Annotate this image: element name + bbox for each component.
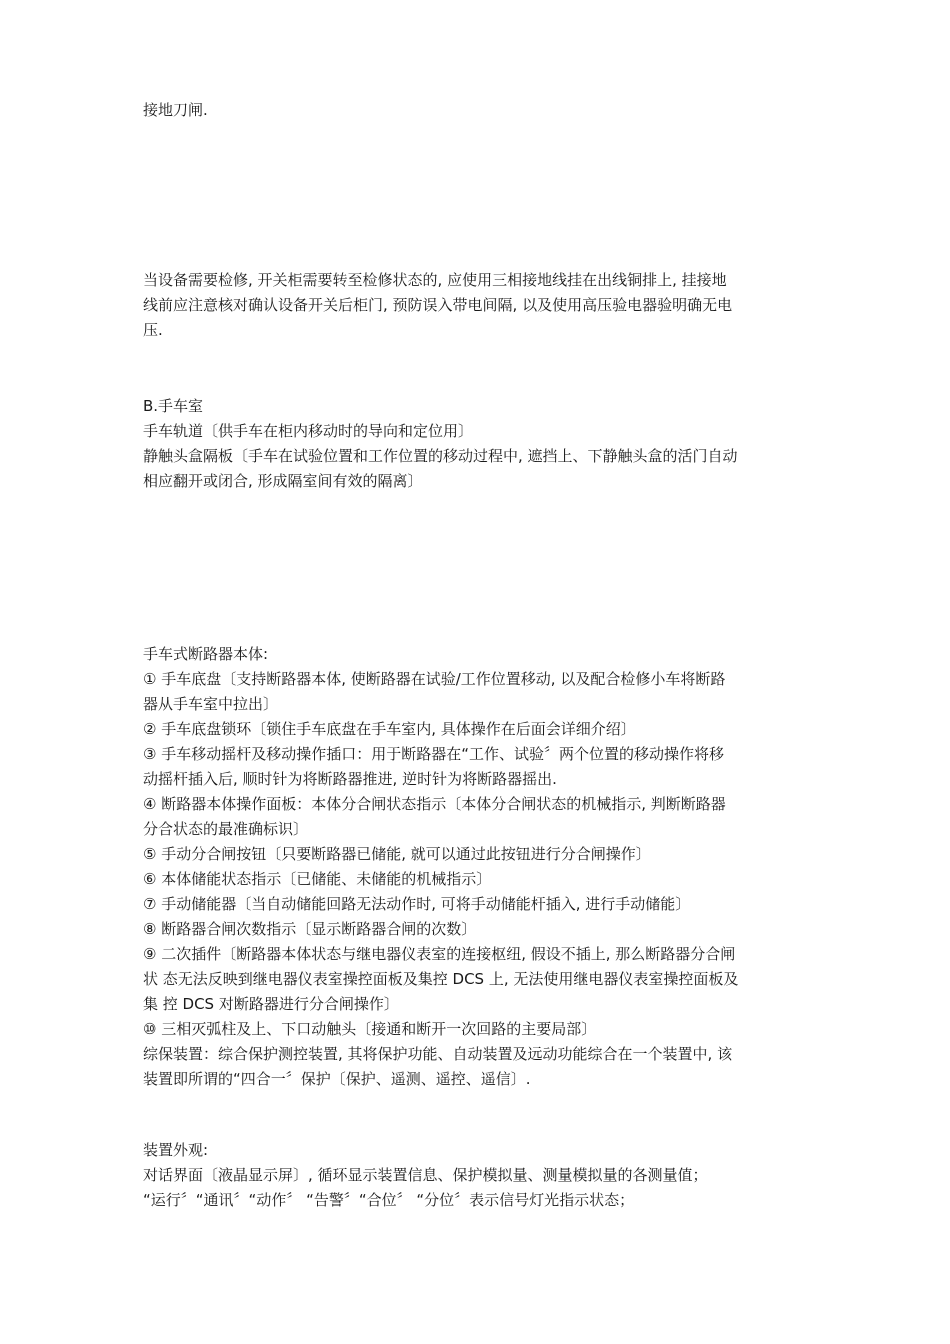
text-line: 装置即所谓的“四合一〞保护〔保护、遥测、遥控、遥信〕.	[143, 1070, 531, 1088]
section-device-appearance	[143, 1138, 823, 1213]
list-item: ① 手车底盘〔支持断路器本体, 使断路器在试验/工作位置移动, 以及配合检修小车将断路	[143, 670, 726, 688]
paragraph-maintenance	[143, 268, 823, 343]
section-heading: B.手车室	[143, 397, 204, 415]
text-line: 状 态无法反映到继电器仪表室操控面板及集控 DCS 上, 无法使用继电器仪表室操控面板及	[143, 970, 739, 988]
text-line: 线前应注意核对确认设备开关后柜门, 预防误入带电间隔, 以及使用高压验电器验明确无电	[143, 296, 733, 314]
text-line: 接地刀闸.	[143, 101, 208, 119]
section-heading: 装置外观:	[143, 1141, 209, 1159]
section-trolley-room	[143, 394, 823, 494]
list-item: ⑩ 三相灭弧柱及上、下口动触头〔接通和断开一次回路的主要局部〕	[143, 1020, 597, 1038]
text-line: 相应翻开或闭合, 形成隔室间有效的隔离〕	[143, 472, 423, 490]
text-line: 当设备需要检修, 开关柜需要转至检修状态的, 应使用三相接地线挂在出线铜排上, 挂接地	[143, 271, 727, 289]
text-line: 压.	[143, 321, 163, 339]
text-line: 静触头盒隔板〔手车在试验位置和工作位置的移动过程中, 遮挡上、下静触头盒的活门自动	[143, 447, 738, 465]
section-breaker-body	[143, 642, 823, 1092]
list-item: ⑨ 二次插件〔断路器本体状态与继电器仪表室的连接枢纽, 假设不插上, 那么断路器分合闸	[143, 945, 736, 963]
list-item: ③ 手车移动摇杆及移动操作插口：用于断路器在“工作、试验〞两个位置的移动操作将移	[143, 745, 724, 763]
list-item: ⑧ 断路器合闸次数指示〔显示断路器合闸的次数〕	[143, 920, 477, 938]
text-line: 动摇杆插入后, 顺时针为将断路器推进, 逆时针为将断路器摇出.	[143, 770, 557, 788]
list-item: ⑤ 手动分合闸按钮〔只要断路器已储能, 就可以通过此按钮进行分合闸操作〕	[143, 845, 651, 863]
text-line: 器从手车室中拉出〕	[143, 695, 279, 713]
text-line: “运行〞“通讯〞“动作〞 “告警〞“合位〞 “分位〞表示信号灯光指示状态；	[143, 1191, 635, 1209]
section-heading: 手车式断路器本体:	[143, 645, 269, 663]
list-item: ② 手车底盘锁环〔锁住手车底盘在手车室内, 具体操作在后面会详细介绍〕	[143, 720, 636, 738]
text-line: 集 控 DCS 对断路器进行分合闸操作〕	[143, 995, 399, 1013]
text-line: 分合状态的最准确标识〕	[143, 820, 309, 838]
list-item: ⑥ 本体储能状态指示〔已储能、未储能的机械指示〕	[143, 870, 492, 888]
text-line: 手车轨道〔供手车在柜内移动时的导向和定位用〕	[143, 422, 474, 440]
paragraph-grounding-switch	[143, 98, 823, 123]
list-item: ⑦ 手动储能器〔当自动储能回路无法动作时, 可将手动储能杆插入, 进行手动储能〕	[143, 895, 691, 913]
text-line: 综保装置：综合保护测控装置, 其将保护功能、自动装置及远动功能综合在一个装置中, 该	[143, 1045, 733, 1063]
list-item: ④ 断路器本体操作面板：本体分合闸状态指示〔本体分合闸状态的机械指示, 判断断路器	[143, 795, 726, 813]
text-line: 对话界面〔液晶显示屏〕, 循环显示装置信息、保护模拟量、测量模拟量的各测量值；	[143, 1166, 708, 1184]
